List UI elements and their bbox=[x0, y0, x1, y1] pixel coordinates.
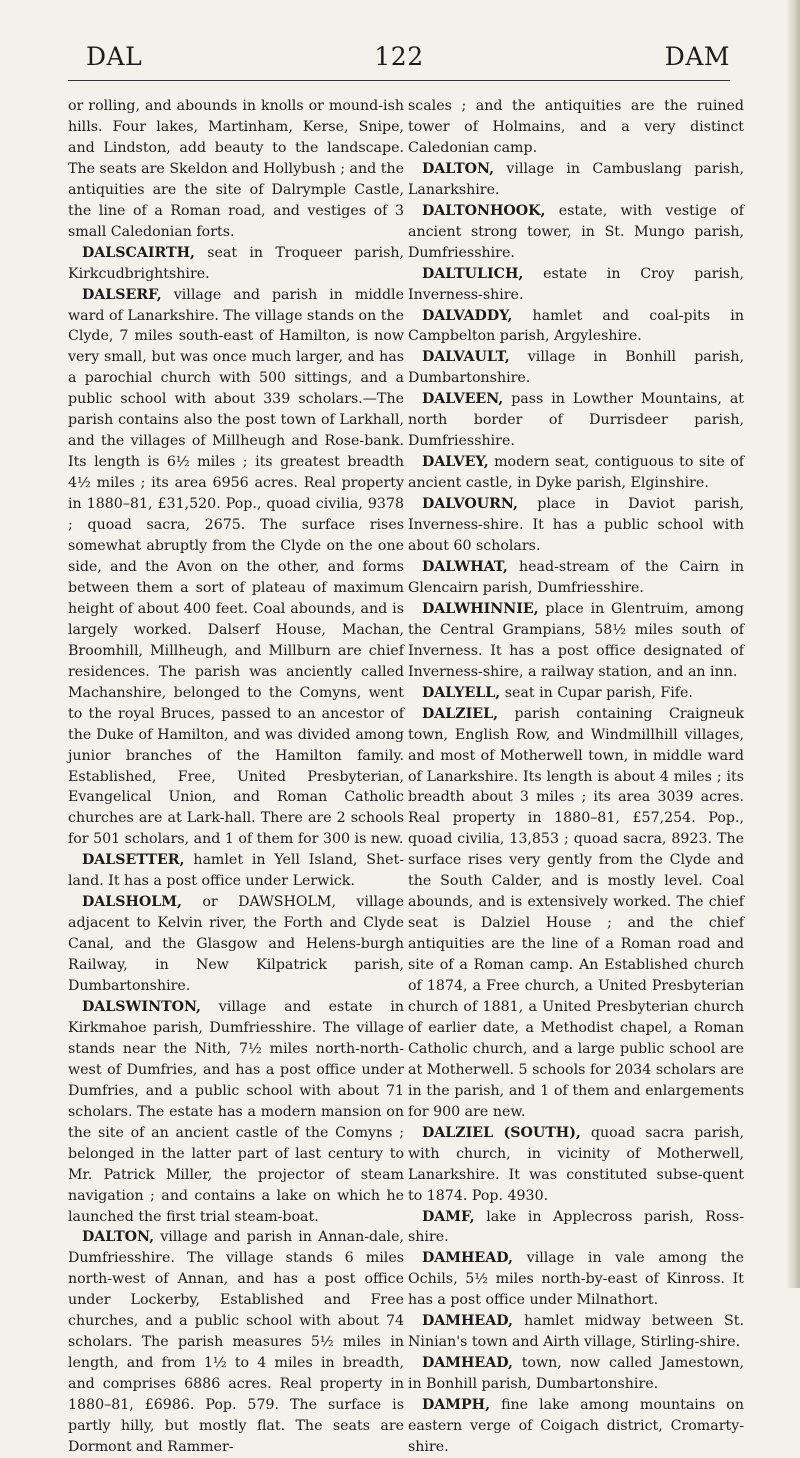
entry-headword: DAMHEAD, bbox=[422, 1355, 513, 1372]
entry-headword: DAMHEAD, bbox=[422, 1250, 513, 1267]
entry-text: seat in Cupar parish, Fife. bbox=[500, 684, 693, 701]
gazetteer-entry bbox=[68, 997, 404, 1227]
entry-text: village and parish in Annan-dale, Dumfriesshire. The village stands 6 miles north-west of Annan, and has a post office under Lockerby, Established and Free churches, and a public school with about 74 scholars. The parish measures 5½ miles in length, and from 1½ to 4 miles in breadth, and comprises 6886 acres. Real property in 1880–81, £6986. Pop. 579. The surface is partly hilly, but mostly flat. The seats are Dormont and Rammer- bbox=[68, 1229, 404, 1455]
gazetteer-entry bbox=[408, 159, 744, 201]
gazetteer-entry bbox=[408, 1207, 744, 1249]
entry-text: village and parish in middle ward of Lanarkshire. The village stands on the Clyde, 7 miles south-east of Hamilton, is now very small, but was once much larger, and has a parochial church with 500 sittings, and a public school with about 339 scholars.—The parish contains also the post town of Larkhall, and the villages of Millheugh and Rose-bank. Its length is 6½ miles ; its greatest breadth 4½ miles ; its area 6956 acres. Real property in 1880–81, £31,520. Pop., quoad civilia, 9378 ; quoad sacra, 2675. The surface rises somewhat abruptly from the Clyde on the one side, and the Avon on the other, and forms between them a sort of plateau of maximum height of about 400 feet. Coal abounds, and is largely worked. Dalserf House, Machan, Broomhill, Millheugh, and Millburn are chief residences. The parish was anciently called Machanshire, belonged to the Comyns, went to the royal Bruces, passed to an ancestor of the Duke of Hamilton, and was divided among junior branches of the Hamilton family. Established, Free, United Presbyterian, Evangelical Union, and Roman Catholic churches are at Lark-hall. There are 2 schools for 501 scholars, and 1 of them for 300 is new. bbox=[68, 286, 404, 848]
gazetteer-entry bbox=[408, 452, 744, 494]
left-column bbox=[68, 96, 404, 1455]
entry-text: village and estate in Kirkmahoe parish, Dumfriesshire. The village stands near the Nith, 7½ miles north-north-west of Dumfries, and has a post office under Dumfries, and a public school with about 71 scholars. The estate has a modern mansion on the site of an ancient castle of the Comyns ; belonged in the latter part of last century to Mr. Patrick Miller, the projector of steam navigation ; and contains a lake on which he launched the first trial steam-boat. bbox=[68, 998, 404, 1225]
page-edge-shadow bbox=[786, 0, 800, 1288]
entry-text: modern seat, contiguous to site of ancient castle, in Dyke parish, Elginshire. bbox=[408, 454, 744, 492]
entry-headword: DALYELL, bbox=[422, 684, 501, 701]
page-number: 122 bbox=[374, 42, 424, 71]
entry-text: village in vale among the Ochils, 5½ miles north-by-east of Kinross. It has a post office under Milnathort. bbox=[408, 1250, 744, 1309]
gazetteer-entry bbox=[408, 389, 744, 452]
entry-text: pass in Lowther Mountains, at north border of Durrisdeer parish, Dumfriesshire. bbox=[408, 391, 744, 450]
gazetteer-entry bbox=[408, 264, 744, 306]
gazetteer-entry bbox=[68, 96, 404, 243]
entry-text: hamlet and coal-pits in Campbelton parish, Argyleshire. bbox=[408, 307, 744, 345]
entry-headword: DALWHAT, bbox=[422, 558, 508, 575]
entry-headword: DALWHINNIE, bbox=[422, 600, 539, 617]
entry-headword: DALVAULT, bbox=[422, 349, 510, 366]
entry-text: village in Cambuslang parish, Lanarkshire. bbox=[408, 160, 744, 198]
entry-text: parish containing Craigneuk town, English Row, and Windmillhill villages, and most of Motherwell town, in middle ward of Lanarkshire. Its length is about 4 miles ; its breadth about 3 miles ; its area 3039 acres. Real property in 1880–81, £57,254. Pop., quoad civilia, 13,853 ; quoad sacra, 8923. The surface rises very gently from the Clyde and the South Calder, and is mostly level. Coal abounds, and is extensively worked. The chief seat is Dalziel House ; and the chief antiquities are the line of a Roman road and site of a Roman camp. An Established church of 1874, a Free church, a United Presbyterian church of 1881, a United Presbyterian church of earlier date, a Methodist chapel, a Roman Catholic church, and a large public school are at Motherwell. 5 schools for 2034 scholars are in the parish, and 1 of them and enlargements for 900 are new. bbox=[408, 705, 744, 1120]
entry-headword: DALTON, bbox=[422, 160, 495, 177]
header-right-guide-word: DAM bbox=[664, 42, 730, 71]
gazetteer-entry bbox=[408, 1248, 744, 1311]
gazetteer-entry bbox=[408, 1123, 744, 1207]
entry-text: hamlet midway between St. Ninian's town and Airth village, Stirling-shire. bbox=[408, 1313, 744, 1351]
entry-text: lake in Applecross parish, Ross-shire. bbox=[408, 1208, 744, 1246]
entry-headword: DALSERF, bbox=[82, 286, 162, 303]
entry-headword: DALSCAIRTH, bbox=[82, 244, 195, 261]
gazetteer-entry bbox=[408, 557, 744, 599]
entry-headword: DALTULICH, bbox=[422, 265, 524, 282]
gazetteer-entry bbox=[408, 1395, 744, 1458]
entry-text: estate in Croy parish, Inverness-shire. bbox=[408, 265, 744, 303]
entry-text: or rolling, and abounds in knolls or mound-ish hills. Four lakes, Martinham, Kerse, Snipe, and Lindston, add beauty to the landscape. The seats are Skeldon and Hollybush ; and the antiquities are the site of Dalrymple Castle, the line of a Roman road, and vestiges of 3 small Caledonian forts. bbox=[68, 98, 404, 240]
header-left-guide-word: DAL bbox=[86, 42, 143, 71]
running-header bbox=[68, 42, 730, 78]
entry-headword: DALTONHOOK, bbox=[422, 202, 546, 219]
entry-headword: DALSHOLM, bbox=[82, 894, 182, 911]
entry-headword: DALVEY, bbox=[422, 454, 489, 471]
entry-text: or DAWSHOLM, village adjacent to Kelvin river, the Forth and Clyde Canal, and the Glasgow and Helens-burgh Railway, in New Kilpatrick parish, Dumbartonshire. bbox=[68, 894, 404, 995]
entry-text: head-stream of the Cairn in Glencairn parish, Dumfriesshire. bbox=[408, 558, 744, 596]
entry-headword: DALSWINTON, bbox=[82, 998, 201, 1015]
entry-headword: DALVADDY, bbox=[422, 307, 513, 324]
gazetteer-entry bbox=[68, 850, 404, 892]
gazetteer-entry bbox=[408, 704, 744, 1123]
entry-text: estate, with vestige of ancient strong tower, in St. Mungo parish, Dumfriesshire. bbox=[408, 202, 744, 261]
gazetteer-entry bbox=[408, 683, 744, 704]
gazetteer-entry bbox=[408, 347, 744, 389]
entry-text: quoad sacra parish, with church, in vicinity of Motherwell, Lanarkshire. It was constituted subse-quent to 1874. Pop. 4930. bbox=[408, 1124, 745, 1204]
entry-headword: DAMF, bbox=[422, 1208, 475, 1225]
gazetteer-entry bbox=[408, 201, 744, 264]
entry-headword: DALSETTER, bbox=[82, 852, 185, 869]
gazetteer-entry bbox=[68, 1227, 404, 1457]
entry-text: place in Glentruim, among the Central Grampians, 58½ miles south of Inverness. It has a post office designated of Inverness-shire, a railway station, and an inn. bbox=[408, 600, 744, 680]
gazetteer-entry bbox=[408, 96, 744, 159]
entry-headword: DAMPH, bbox=[422, 1397, 491, 1414]
header-rule bbox=[68, 80, 730, 81]
entry-headword: DALVEEN, bbox=[422, 391, 504, 408]
gazetteer-entry bbox=[408, 306, 744, 348]
right-column bbox=[408, 96, 745, 1455]
gazetteer-entry bbox=[408, 494, 744, 557]
gazetteer-entry bbox=[408, 1353, 744, 1395]
gazetteer-entry bbox=[408, 1311, 744, 1353]
gazetteer-entry bbox=[68, 243, 404, 285]
entry-text: place in Daviot parish, Inverness-shire. It has a public school with about 60 scholars. bbox=[408, 496, 744, 555]
entry-text: hamlet in Yell Island, Shet-land. It has a post office under Lerwick. bbox=[68, 852, 404, 890]
entry-text: fine lake among mountains on eastern verge of Coigach district, Cromarty-shire. bbox=[408, 1397, 744, 1455]
entry-text: scales ; and the antiquities are the ruined tower of Holmains, and a very distinct Caledonian camp. bbox=[408, 98, 744, 156]
entry-headword: DALZIEL, bbox=[422, 705, 499, 722]
gazetteer-entry bbox=[408, 599, 744, 683]
entry-text: seat in Troqueer parish, Kirkcudbrightshire. bbox=[68, 244, 404, 282]
gazetteer-entry bbox=[68, 892, 404, 997]
entry-headword: DALTON, bbox=[82, 1229, 155, 1246]
gazetteer-entry bbox=[68, 285, 404, 851]
entry-headword: DAMHEAD, bbox=[422, 1313, 513, 1330]
entry-headword: DALVOURN, bbox=[422, 496, 518, 513]
entry-text: town, now called Jamestown, in Bonhill parish, Dumbartonshire. bbox=[408, 1355, 744, 1393]
entry-headword: DALZIEL (SOUTH), bbox=[422, 1124, 581, 1141]
entry-text: village in Bonhill parish, Dumbartonshire. bbox=[408, 349, 744, 387]
